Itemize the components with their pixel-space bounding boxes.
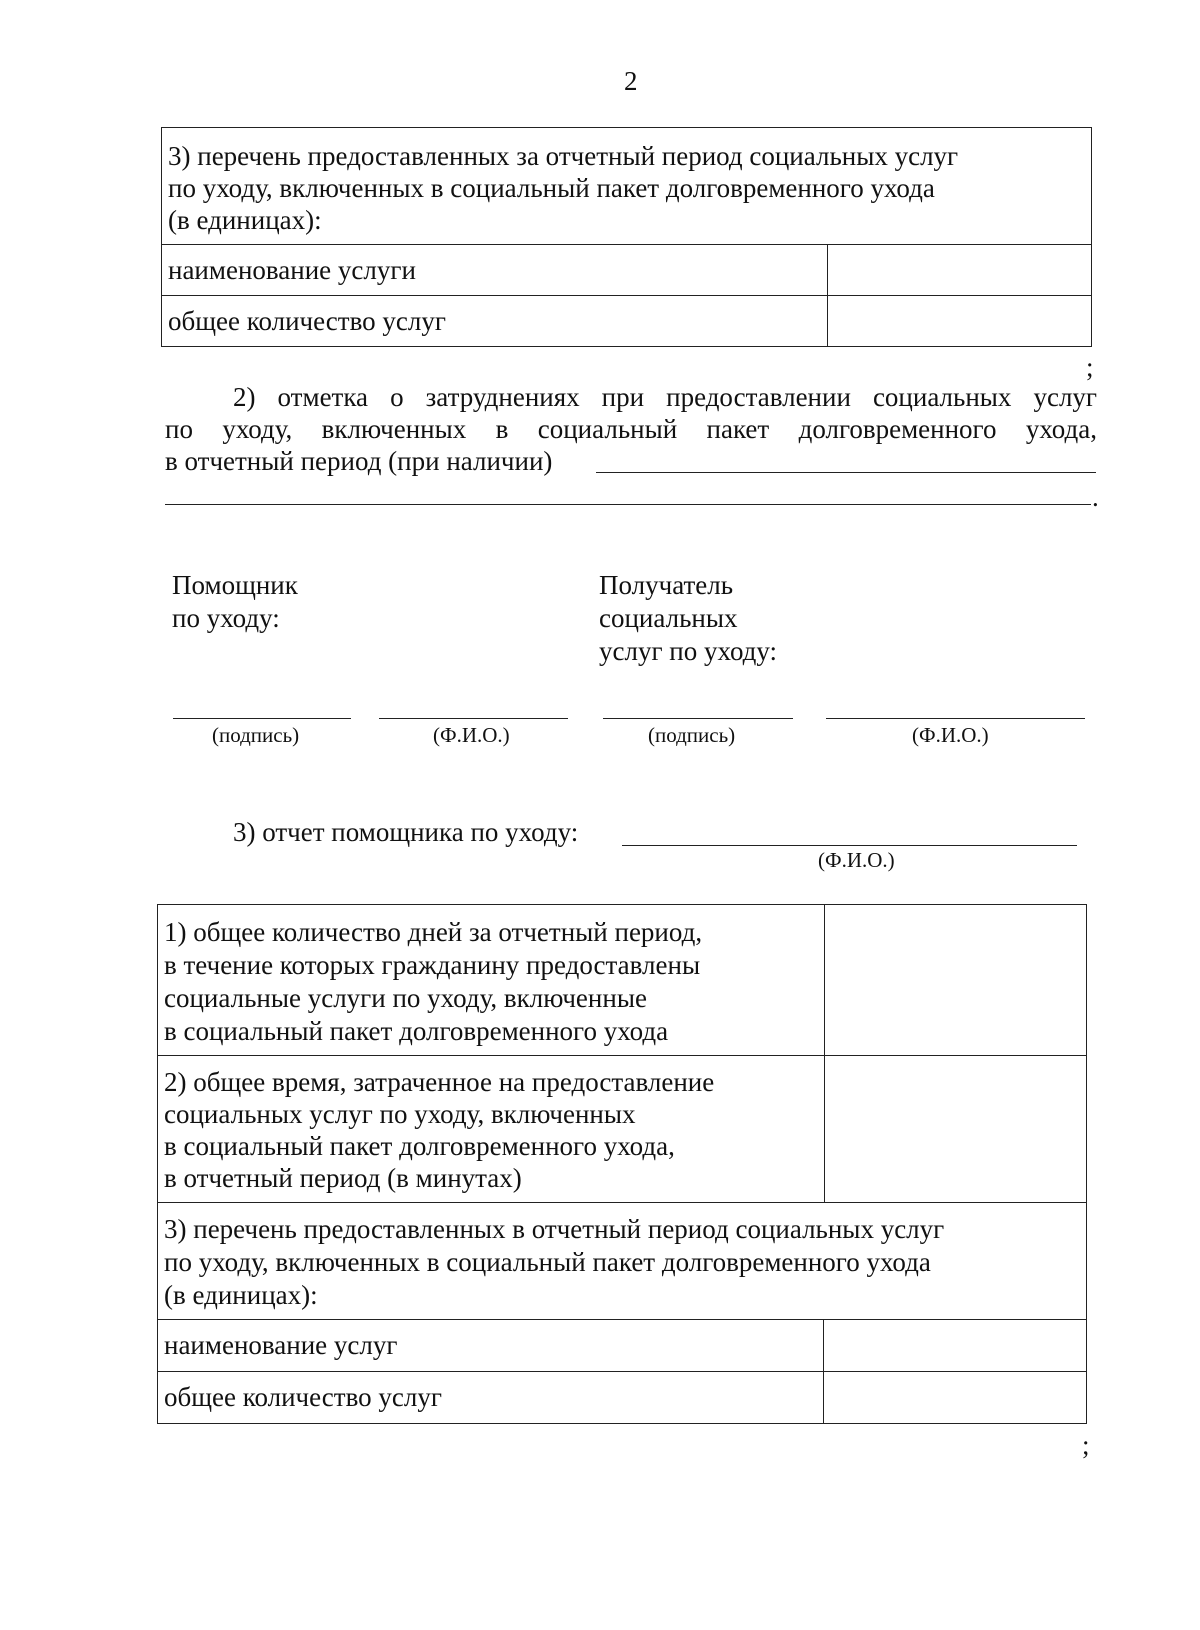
table2-column-divider bbox=[823, 1319, 824, 1423]
table2-divider bbox=[158, 1055, 1086, 1056]
paragraph2-line-3: в отчетный период (при наличии) bbox=[165, 446, 553, 476]
table1-divider bbox=[162, 244, 1091, 245]
table1-column-divider bbox=[827, 244, 828, 346]
table2-divider bbox=[158, 1202, 1086, 1203]
assistant-signature-line bbox=[173, 718, 351, 719]
assistant-signature-caption: (подпись) bbox=[212, 723, 300, 747]
table1-header-line-3: (в единицах): bbox=[168, 205, 322, 235]
recipient-name-line bbox=[826, 718, 1085, 719]
table2-row1-line-1: 1) общее количество дней за отчетный период, bbox=[164, 917, 703, 947]
section3-title: 3) отчет помощника по уходу: bbox=[233, 817, 579, 847]
table2-row1-line-4: в социальный пакет долговременного ухода bbox=[164, 1016, 669, 1046]
table2-divider bbox=[158, 1319, 1086, 1320]
assistant-name-line bbox=[379, 718, 568, 719]
table1-divider bbox=[162, 295, 1091, 296]
paragraph2-line-2: по уходу, включенных в социальный пакет долговременного ухода, bbox=[165, 414, 1097, 444]
assistant-label-line-1: Помощник bbox=[172, 570, 298, 600]
difficulties-fill-line-2 bbox=[165, 504, 1091, 505]
table2-header3-line-2: по уходу, включенных в социальный пакет долговременного ухода bbox=[164, 1247, 931, 1277]
recipient-name-caption: (Ф.И.О.) bbox=[912, 723, 989, 747]
recipient-label-line-1: Получатель bbox=[599, 570, 734, 600]
recipient-signature-line bbox=[603, 718, 793, 719]
table1-row-service-count: общее количество услуг bbox=[168, 306, 446, 336]
table2-row-service-count: общее количество услуг bbox=[164, 1382, 442, 1412]
table2-row-service-name: наименование услуг bbox=[164, 1330, 398, 1360]
table2-row1-line-3: социальные услуги по уходу, включенные bbox=[164, 983, 647, 1013]
table2-header3-line-3: (в единицах): bbox=[164, 1280, 318, 1310]
table2-header3-line-1: 3) перечень предоставленных в отчетный период социальных услуг bbox=[164, 1214, 945, 1244]
table2-column-divider bbox=[824, 905, 825, 1202]
table2-semicolon: ; bbox=[1082, 1430, 1090, 1460]
table1-header-line-1: 3) перечень предоставленных за отчетный период социальных услуг bbox=[168, 141, 959, 171]
recipient-label-line-3: услуг по уходу: bbox=[599, 636, 778, 666]
difficulties-fill-line-1 bbox=[596, 472, 1096, 473]
section3-name-line bbox=[622, 845, 1077, 846]
table1-header-line-2: по уходу, включенных в социальный пакет долговременного ухода bbox=[168, 173, 935, 203]
recipient-signature-caption: (подпись) bbox=[648, 723, 736, 747]
paragraph2-end: . bbox=[1092, 482, 1099, 512]
assistant-label-line-2: по уходу: bbox=[172, 603, 280, 633]
assistant-name-caption: (Ф.И.О.) bbox=[433, 723, 510, 747]
services-table-2 bbox=[157, 904, 1087, 1424]
table2-row2-line-1: 2) общее время, затраченное на предоставление bbox=[164, 1067, 715, 1097]
paragraph2-line-1: 2) отметка о затруднениях при предоставлении социальных услуг bbox=[233, 382, 1097, 412]
services-table-1 bbox=[161, 127, 1092, 347]
table2-row1-line-2: в течение которых гражданину предоставлены bbox=[164, 950, 701, 980]
section3-name-caption: (Ф.И.О.) bbox=[818, 848, 895, 872]
table1-semicolon: ; bbox=[1086, 352, 1094, 382]
table1-row-service-name: наименование услуги bbox=[168, 255, 416, 285]
table2-row2-line-4: в отчетный период (в минутах) bbox=[164, 1163, 522, 1193]
table2-row2-line-2: социальных услуг по уходу, включенных bbox=[164, 1099, 636, 1129]
table2-row2-line-3: в социальный пакет долговременного ухода, bbox=[164, 1131, 675, 1161]
table2-divider bbox=[158, 1371, 1086, 1372]
page-number: 2 bbox=[624, 66, 638, 96]
recipient-label-line-2: социальных bbox=[599, 603, 738, 633]
